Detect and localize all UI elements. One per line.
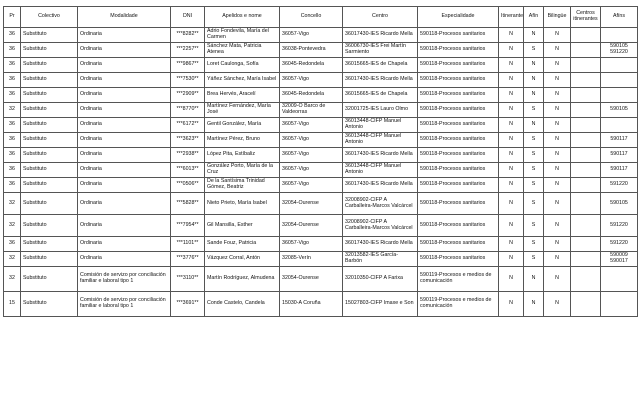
- cell-itinerante: N: [499, 163, 524, 178]
- cell-modalidade: Ordinaria: [78, 193, 171, 215]
- table-row: [4, 88, 638, 103]
- cell-centros-itinerantes: [571, 292, 601, 317]
- cell-afins: 590117: [601, 148, 638, 163]
- cell-dni: ***6013**: [171, 163, 205, 178]
- cell-colectivo: Substituto: [21, 118, 78, 133]
- header-dni: DNI: [171, 7, 205, 28]
- cell-dni: ***5828**: [171, 193, 205, 215]
- cell-apelidos: Yáñez Sánchez, María Isabel: [205, 73, 280, 88]
- cell-dni: ***2257**: [171, 43, 205, 58]
- cell-centro: 36017430-IES Ricardo Mella: [343, 73, 418, 88]
- cell-centro: 32013582-IES García-Barbón: [343, 252, 418, 267]
- cell-bilingue: N: [544, 58, 571, 73]
- cell-itinerante: N: [499, 88, 524, 103]
- cell-apelidos: Sande Fouz, Patricia: [205, 237, 280, 252]
- cell-bilingue: N: [544, 133, 571, 148]
- cell-apelidos: Martínez Pérez, Bruno: [205, 133, 280, 148]
- cell-apelidos: Brea Hervés, Aracelí: [205, 88, 280, 103]
- cell-colectivo: Substituto: [21, 252, 78, 267]
- cell-afin: S: [524, 148, 544, 163]
- cell-modalidade: Ordinaria: [78, 148, 171, 163]
- cell-afins: 590105 591220: [601, 43, 638, 58]
- cell-itinerante: N: [499, 28, 524, 43]
- cell-afin: N: [524, 267, 544, 292]
- cell-especialidade: 590118-Procesos sanitarios: [418, 148, 499, 163]
- cell-especialidade: 590118-Procesos sanitarios: [418, 103, 499, 118]
- cell-especialidade: 590118-Procesos sanitarios: [418, 133, 499, 148]
- table-row: [4, 215, 638, 237]
- cell-pr: 36: [4, 118, 21, 133]
- cell-concello: 32054-Ourense: [280, 193, 343, 215]
- cell-modalidade: Ordinaria: [78, 73, 171, 88]
- cell-colectivo: Substituto: [21, 43, 78, 58]
- cell-apelidos: González Porto, María de la Cruz: [205, 163, 280, 178]
- cell-dni: ***2938**: [171, 148, 205, 163]
- cell-afins: 590105: [601, 193, 638, 215]
- cell-afin: S: [524, 237, 544, 252]
- cell-concello: 32054-Ourense: [280, 215, 343, 237]
- cell-modalidade: Ordinaria: [78, 118, 171, 133]
- cell-concello: 36045-Redondela: [280, 88, 343, 103]
- cell-centro: 36006730-IES Frei Martín Sarmiento: [343, 43, 418, 58]
- cell-colectivo: Substituto: [21, 73, 78, 88]
- cell-afin: S: [524, 103, 544, 118]
- header-concello: Concello: [280, 7, 343, 28]
- cell-colectivo: Substituto: [21, 163, 78, 178]
- cell-especialidade: 590118-Procesos sanitarios: [418, 163, 499, 178]
- cell-apelidos: Gil Mansilla, Esther: [205, 215, 280, 237]
- cell-afins: [601, 118, 638, 133]
- table-row: [4, 58, 638, 73]
- cell-especialidade: 590118-Procesos sanitarios: [418, 252, 499, 267]
- cell-apelidos: Loret Caulonga, Sofía: [205, 58, 280, 73]
- cell-dni: ***9867**: [171, 58, 205, 73]
- cell-afin: N: [524, 73, 544, 88]
- cell-centro: 36017430-IES Ricardo Mella: [343, 148, 418, 163]
- cell-afin: S: [524, 193, 544, 215]
- table-row: [4, 118, 638, 133]
- header-centro: Centro: [343, 7, 418, 28]
- header-colectivo: Colectivo: [21, 7, 78, 28]
- cell-especialidade: 590119-Procesos e medios de comunicación: [418, 267, 499, 292]
- table-row: [4, 163, 638, 178]
- cell-concello: 32054-Ourense: [280, 267, 343, 292]
- cell-concello: 36057-Vigo: [280, 178, 343, 193]
- header-centros-itinerantes: Centros itinerantes: [571, 7, 601, 28]
- cell-modalidade: Ordinaria: [78, 88, 171, 103]
- cell-modalidade: Ordinaria: [78, 133, 171, 148]
- cell-afins: 591220: [601, 237, 638, 252]
- cell-centro: 36017430-IES Ricardo Mella: [343, 237, 418, 252]
- cell-itinerante: N: [499, 237, 524, 252]
- table-row: [4, 103, 638, 118]
- cell-afin: S: [524, 133, 544, 148]
- table-row: [4, 178, 638, 193]
- cell-centros-itinerantes: [571, 88, 601, 103]
- cell-afins: 591220: [601, 178, 638, 193]
- cell-centro: 36015665-IES de Chapela: [343, 58, 418, 73]
- cell-modalidade: Ordinaria: [78, 178, 171, 193]
- cell-itinerante: N: [499, 58, 524, 73]
- cell-centros-itinerantes: [571, 237, 601, 252]
- cell-dni: ***3691**: [171, 292, 205, 317]
- cell-afin: S: [524, 215, 544, 237]
- cell-centros-itinerantes: [571, 73, 601, 88]
- cell-afins: [601, 88, 638, 103]
- cell-colectivo: Substituto: [21, 148, 78, 163]
- cell-afin: N: [524, 292, 544, 317]
- header-itinerante: Itinerante: [499, 7, 524, 28]
- cell-especialidade: 590118-Procesos sanitarios: [418, 237, 499, 252]
- cell-centros-itinerantes: [571, 103, 601, 118]
- cell-itinerante: N: [499, 193, 524, 215]
- cell-especialidade: 590119-Procesos e medios de comunicación: [418, 292, 499, 317]
- cell-centro: 36013448-CIFP Manuel Antonio: [343, 133, 418, 148]
- cell-afin: N: [524, 28, 544, 43]
- cell-itinerante: N: [499, 292, 524, 317]
- cell-centros-itinerantes: [571, 28, 601, 43]
- cell-apelidos: Vázquez Corral, Antón: [205, 252, 280, 267]
- header-bilingue: Bilingüe: [544, 7, 571, 28]
- cell-itinerante: N: [499, 215, 524, 237]
- cell-concello: 32085-Verín: [280, 252, 343, 267]
- cell-itinerante: N: [499, 103, 524, 118]
- cell-pr: 32: [4, 252, 21, 267]
- cell-pr: 36: [4, 73, 21, 88]
- cell-colectivo: Substituto: [21, 88, 78, 103]
- cell-afins: 591220: [601, 215, 638, 237]
- cell-bilingue: N: [544, 163, 571, 178]
- cell-especialidade: 590118-Procesos sanitarios: [418, 88, 499, 103]
- cell-bilingue: N: [544, 73, 571, 88]
- cell-centros-itinerantes: [571, 148, 601, 163]
- cell-afins: 590009 590017: [601, 252, 638, 267]
- table-row: [4, 73, 638, 88]
- cell-centro: 36015665-IES de Chapela: [343, 88, 418, 103]
- table-row: [4, 252, 638, 267]
- cell-centros-itinerantes: [571, 118, 601, 133]
- cell-centros-itinerantes: [571, 178, 601, 193]
- cell-centro: 32008902-CIFP A Carballeira-Marcos Valcárcel: [343, 193, 418, 215]
- cell-concello: 36057-Vigo: [280, 118, 343, 133]
- cell-concello: 36057-Vigo: [280, 237, 343, 252]
- cell-bilingue: N: [544, 237, 571, 252]
- cell-apelidos: Martínez Fernández, María José: [205, 103, 280, 118]
- cell-centros-itinerantes: [571, 215, 601, 237]
- cell-modalidade: Ordinaria: [78, 28, 171, 43]
- cell-especialidade: 590118-Procesos sanitarios: [418, 178, 499, 193]
- cell-bilingue: N: [544, 178, 571, 193]
- cell-concello: 36057-Vigo: [280, 28, 343, 43]
- table-row: [4, 292, 638, 317]
- header-afin: Afín: [524, 7, 544, 28]
- cell-modalidade: Ordinaria: [78, 215, 171, 237]
- cell-colectivo: Substituto: [21, 193, 78, 215]
- cell-afins: 590117: [601, 163, 638, 178]
- cell-itinerante: N: [499, 73, 524, 88]
- cell-bilingue: N: [544, 118, 571, 133]
- cell-especialidade: 590118-Procesos sanitarios: [418, 73, 499, 88]
- cell-concello: 36057-Vigo: [280, 148, 343, 163]
- cell-centros-itinerantes: [571, 267, 601, 292]
- cell-pr: 36: [4, 148, 21, 163]
- table-row: [4, 193, 638, 215]
- cell-dni: ***6172**: [171, 118, 205, 133]
- cell-pr: 36: [4, 133, 21, 148]
- cell-afins: [601, 267, 638, 292]
- cell-afin: S: [524, 252, 544, 267]
- table-row: [4, 148, 638, 163]
- cell-especialidade: 590118-Procesos sanitarios: [418, 215, 499, 237]
- cell-pr: 36: [4, 28, 21, 43]
- header-afins: Afíns: [601, 7, 638, 28]
- cell-bilingue: N: [544, 267, 571, 292]
- table-row: [4, 237, 638, 252]
- cell-itinerante: N: [499, 133, 524, 148]
- header-especialidade: Especialidade: [418, 7, 499, 28]
- cell-dni: ***8282**: [171, 28, 205, 43]
- cell-concello: 36057-Vigo: [280, 133, 343, 148]
- cell-itinerante: N: [499, 267, 524, 292]
- cell-apelidos: Conde Castelo, Candela: [205, 292, 280, 317]
- cell-modalidade: Ordinaria: [78, 252, 171, 267]
- cell-bilingue: N: [544, 28, 571, 43]
- cell-colectivo: Substituto: [21, 215, 78, 237]
- cell-bilingue: N: [544, 43, 571, 58]
- cell-apelidos: Sánchez Mata, Patricia Atenea: [205, 43, 280, 58]
- cell-modalidade: Ordinaria: [78, 43, 171, 58]
- cell-especialidade: 590118-Procesos sanitarios: [418, 58, 499, 73]
- table-row: [4, 267, 638, 292]
- cell-centros-itinerantes: [571, 193, 601, 215]
- assignments-table-container: [3, 6, 628, 317]
- cell-colectivo: Substituto: [21, 237, 78, 252]
- cell-afin: N: [524, 88, 544, 103]
- cell-afins: [601, 28, 638, 43]
- cell-dni: ***1101**: [171, 237, 205, 252]
- header-apelidos: Apelidos e nome: [205, 7, 280, 28]
- cell-afin: N: [524, 118, 544, 133]
- cell-especialidade: 590118-Procesos sanitarios: [418, 118, 499, 133]
- cell-centro: 15027803-CIFP Imaxe e Son: [343, 292, 418, 317]
- cell-pr: 15: [4, 292, 21, 317]
- cell-centro: 32008902-CIFP A Carballeira-Marcos Valcárcel: [343, 215, 418, 237]
- cell-colectivo: Substituto: [21, 178, 78, 193]
- cell-concello: 32009-O Barco de Valdeorras: [280, 103, 343, 118]
- cell-dni: ***3623**: [171, 133, 205, 148]
- cell-concello: 36045-Redondela: [280, 58, 343, 73]
- cell-modalidade: Ordinaria: [78, 163, 171, 178]
- cell-modalidade: Comisión de servizo por conciliación familiar e laboral tipo 1: [78, 267, 171, 292]
- cell-bilingue: N: [544, 193, 571, 215]
- cell-afins: 590117: [601, 133, 638, 148]
- cell-centros-itinerantes: [571, 58, 601, 73]
- cell-centros-itinerantes: [571, 163, 601, 178]
- cell-modalidade: Ordinaria: [78, 58, 171, 73]
- cell-colectivo: Substituto: [21, 133, 78, 148]
- cell-afin: S: [524, 163, 544, 178]
- cell-colectivo: Substituto: [21, 292, 78, 317]
- cell-centros-itinerantes: [571, 133, 601, 148]
- cell-centros-itinerantes: [571, 43, 601, 58]
- cell-centro: 32010350-CIFP A Farixa: [343, 267, 418, 292]
- cell-bilingue: N: [544, 88, 571, 103]
- cell-pr: 36: [4, 43, 21, 58]
- assignments-table: [3, 6, 638, 317]
- cell-afin: S: [524, 43, 544, 58]
- header-modalidade: Modalidade: [78, 7, 171, 28]
- cell-centros-itinerantes: [571, 252, 601, 267]
- cell-modalidade: Ordinaria: [78, 237, 171, 252]
- cell-pr: 36: [4, 163, 21, 178]
- header-row: [4, 7, 638, 28]
- cell-afin: N: [524, 58, 544, 73]
- cell-modalidade: Ordinaria: [78, 103, 171, 118]
- cell-dni: ***7954**: [171, 215, 205, 237]
- cell-itinerante: N: [499, 178, 524, 193]
- cell-pr: 32: [4, 193, 21, 215]
- cell-apelidos: Martín Rodríguez, Almudena: [205, 267, 280, 292]
- cell-pr: 36: [4, 178, 21, 193]
- cell-centro: 36017430-IES Ricardo Mella: [343, 178, 418, 193]
- cell-itinerante: N: [499, 148, 524, 163]
- header-pr: Pr: [4, 7, 21, 28]
- cell-dni: ***3776**: [171, 252, 205, 267]
- table-row: [4, 28, 638, 43]
- cell-itinerante: N: [499, 252, 524, 267]
- cell-itinerante: N: [499, 43, 524, 58]
- cell-centro: 32001725-IES Lauro Olmo: [343, 103, 418, 118]
- cell-pr: 32: [4, 103, 21, 118]
- cell-bilingue: N: [544, 252, 571, 267]
- cell-bilingue: N: [544, 292, 571, 317]
- cell-pr: 32: [4, 267, 21, 292]
- cell-colectivo: Substituto: [21, 103, 78, 118]
- cell-centro: 36013448-CIFP Manuel Antonio: [343, 118, 418, 133]
- cell-bilingue: N: [544, 215, 571, 237]
- cell-dni: ***2909**: [171, 88, 205, 103]
- cell-pr: 36: [4, 88, 21, 103]
- cell-dni: ***3110**: [171, 267, 205, 292]
- cell-colectivo: Substituto: [21, 58, 78, 73]
- cell-apelidos: Nieto Prieto, María Isabel: [205, 193, 280, 215]
- cell-pr: 36: [4, 58, 21, 73]
- cell-afins: [601, 73, 638, 88]
- cell-afins: 590105: [601, 103, 638, 118]
- cell-itinerante: N: [499, 118, 524, 133]
- cell-bilingue: N: [544, 103, 571, 118]
- cell-dni: ***0506**: [171, 178, 205, 193]
- cell-afin: S: [524, 178, 544, 193]
- cell-modalidade: Comisión de servizo por conciliación familiar e laboral tipo 1: [78, 292, 171, 317]
- cell-apelidos: De la Santísima Trinidad Gómez, Beatriz: [205, 178, 280, 193]
- cell-pr: 36: [4, 237, 21, 252]
- cell-centro: 36013448-CIFP Manuel Antonio: [343, 163, 418, 178]
- cell-pr: 32: [4, 215, 21, 237]
- cell-centro: 36017430-IES Ricardo Mella: [343, 28, 418, 43]
- cell-especialidade: 590118-Procesos sanitarios: [418, 193, 499, 215]
- cell-dni: ***8770**: [171, 103, 205, 118]
- table-body: [4, 28, 638, 317]
- cell-apelidos: Gentil González, María: [205, 118, 280, 133]
- cell-colectivo: Substituto: [21, 28, 78, 43]
- cell-especialidade: 590118-Procesos sanitarios: [418, 43, 499, 58]
- cell-concello: 36057-Vigo: [280, 73, 343, 88]
- cell-especialidade: 590118-Procesos sanitarios: [418, 28, 499, 43]
- table-row: [4, 133, 638, 148]
- cell-afins: [601, 292, 638, 317]
- cell-colectivo: Substituto: [21, 267, 78, 292]
- cell-bilingue: N: [544, 148, 571, 163]
- cell-afins: [601, 58, 638, 73]
- cell-dni: ***7530**: [171, 73, 205, 88]
- cell-apelidos: Adrio Fondevila, María del Carmen: [205, 28, 280, 43]
- cell-concello: 36057-Vigo: [280, 163, 343, 178]
- cell-concello: 15030-A Coruña: [280, 292, 343, 317]
- cell-apelidos: López Pita, Estíbaliz: [205, 148, 280, 163]
- table-row: [4, 43, 638, 58]
- cell-concello: 36038-Pontevedra: [280, 43, 343, 58]
